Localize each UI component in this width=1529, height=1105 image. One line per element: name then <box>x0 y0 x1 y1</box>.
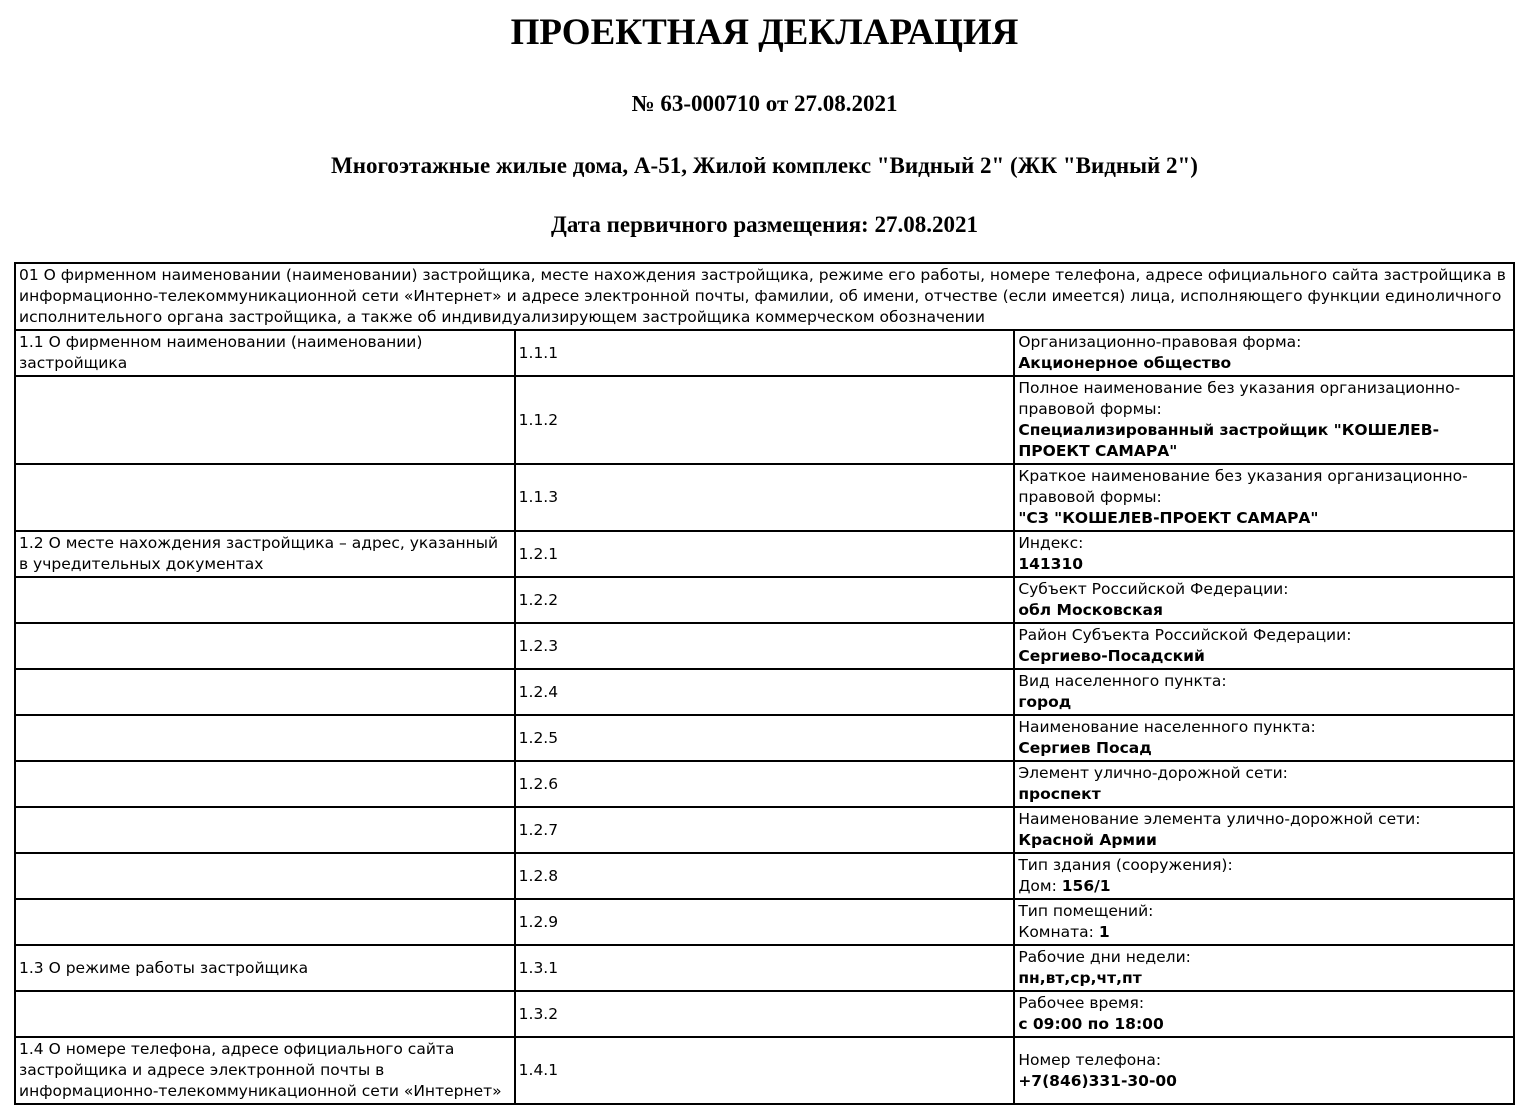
table-row <box>15 376 1514 464</box>
page-title: ПРОЕКТНАЯ ДЕКЛАРАЦИЯ <box>510 12 1019 53</box>
document-header <box>0 12 1529 238</box>
field-cell <box>1014 577 1514 623</box>
section-cell <box>15 715 515 761</box>
field-value-prefix: Комната: <box>1018 923 1099 941</box>
field-label: Индекс: <box>1018 534 1084 552</box>
field-cell <box>1014 807 1514 853</box>
section-cell <box>15 899 515 945</box>
field-value: проспект <box>1018 785 1101 803</box>
item-number-cell: 1.3.1 <box>515 945 1015 991</box>
table-row <box>15 669 1514 715</box>
item-number-cell: 1.2.7 <box>515 807 1015 853</box>
field-label: Организационно-правовая форма: <box>1018 333 1302 351</box>
field-value-line <box>1018 508 1509 529</box>
field-value-line <box>1018 738 1509 759</box>
item-number-cell: 1.2.9 <box>515 899 1015 945</box>
first-placement-date: Дата первичного размещения: 27.08.2021 <box>551 212 978 237</box>
section-cell <box>15 464 515 531</box>
table-row <box>15 899 1514 945</box>
field-label: Рабочее время: <box>1018 994 1145 1012</box>
field-label: Полное наименование без указания организационно-правовой формы: <box>1018 379 1461 418</box>
field-value-prefix: Дом: <box>1018 877 1062 895</box>
field-value: город <box>1018 693 1072 711</box>
field-cell <box>1014 376 1514 464</box>
field-cell <box>1014 531 1514 577</box>
field-value: Сергиево-Посадский <box>1018 647 1205 665</box>
item-number-cell: 1.1.1 <box>515 330 1015 376</box>
field-cell <box>1014 991 1514 1037</box>
table-row <box>15 807 1514 853</box>
field-value-line <box>1018 1071 1509 1092</box>
field-label: Наименование элемента улично-дорожной сети: <box>1018 810 1421 828</box>
field-value-line <box>1018 830 1509 851</box>
field-value: 141310 <box>1018 555 1084 573</box>
item-number-cell: 1.2.5 <box>515 715 1015 761</box>
field-cell <box>1014 853 1514 899</box>
field-value-line <box>1018 600 1509 621</box>
declaration-number: № 63-000710 от 27.08.2021 <box>631 91 898 116</box>
field-label: Номер телефона: <box>1018 1050 1162 1069</box>
section-cell: 1.2 О месте нахождения застройщика – адрес, указанный в учредительных документах <box>15 531 515 577</box>
item-number-cell: 1.2.8 <box>515 853 1015 899</box>
section-header-row <box>15 263 1514 330</box>
field-value-line <box>1018 554 1509 575</box>
section-01-header: 01 О фирменном наименовании (наименовании) застройщика, месте нахождения застройщика, режиме его работы, номере телефона, адресе официального сайта застройщика в информационно-телекоммуникационной сети «Интернет» и адресе электронной почты, фамилии, об имени, отчестве (если имеется) лица, исполняющего функции единоличного исполнительного органа застройщика, а также об индивидуализирующем застройщика коммерческом обозначении <box>15 263 1514 330</box>
table-row <box>15 577 1514 623</box>
field-cell <box>1014 669 1514 715</box>
section-cell <box>15 577 515 623</box>
field-label: Краткое наименование без указания организационно-правовой формы: <box>1018 467 1468 506</box>
field-cell <box>1014 945 1514 991</box>
field-cell <box>1014 330 1514 376</box>
field-label: Элемент улично-дорожной сети: <box>1018 764 1288 782</box>
section-cell <box>15 669 515 715</box>
field-value-line <box>1018 876 1509 897</box>
field-label: Наименование населенного пункта: <box>1018 718 1316 736</box>
table-row <box>15 330 1514 376</box>
field-label: Тип помещений: <box>1018 902 1154 920</box>
table-row <box>15 853 1514 899</box>
item-number-cell: 1.2.1 <box>515 531 1015 577</box>
declaration-table <box>14 262 1515 1105</box>
field-value-line <box>1018 922 1509 943</box>
field-value-line <box>1018 353 1509 374</box>
section-cell: 1.4 О номере телефона, адресе официального сайта застройщика и адресе электронной почты в информационно-телекоммуникационной сети «Интернет» <box>15 1037 515 1104</box>
item-number-cell: 1.4.1 <box>515 1037 1015 1104</box>
section-cell <box>15 991 515 1037</box>
table-row <box>15 1037 1514 1104</box>
field-value: "СЗ "КОШЕЛЕВ-ПРОЕКТ САМАРА" <box>1018 509 1319 527</box>
declaration-table-body <box>15 263 1514 1104</box>
field-cell <box>1014 761 1514 807</box>
project-declaration-page <box>0 12 1529 1100</box>
field-value-line <box>1018 1014 1509 1035</box>
item-number-cell: 1.1.2 <box>515 376 1015 464</box>
field-cell <box>1014 464 1514 531</box>
field-label: Рабочие дни недели: <box>1018 948 1191 966</box>
section-cell <box>15 376 515 464</box>
field-cell <box>1014 1037 1514 1104</box>
item-number-cell: 1.2.3 <box>515 623 1015 669</box>
field-value: Акционерное общество <box>1018 354 1232 372</box>
table-row <box>15 991 1514 1037</box>
field-value-line <box>1018 692 1509 713</box>
field-value: Красной Армии <box>1018 831 1157 849</box>
field-value: обл Московская <box>1018 601 1163 619</box>
field-value: 156/1 <box>1061 877 1111 895</box>
table-row <box>15 531 1514 577</box>
field-cell <box>1014 623 1514 669</box>
table-row <box>15 464 1514 531</box>
field-cell <box>1014 899 1514 945</box>
project-name: Многоэтажные жилые дома, А-51, Жилой комплекс "Видный 2" (ЖК "Видный 2") <box>331 153 1198 178</box>
field-value-line <box>1018 420 1509 462</box>
table-row <box>15 761 1514 807</box>
field-value-line <box>1018 646 1509 667</box>
field-value-line <box>1018 968 1509 989</box>
field-label: Субъект Российской Федерации: <box>1018 580 1289 598</box>
item-number-cell: 1.1.3 <box>515 464 1015 531</box>
field-value: пн,вт,ср,чт,пт <box>1018 969 1142 987</box>
item-number-cell: 1.2.6 <box>515 761 1015 807</box>
section-cell: 1.3 О режиме работы застройщика <box>15 945 515 991</box>
field-value: 1 <box>1098 923 1110 941</box>
field-label: Вид населенного пункта: <box>1018 672 1227 690</box>
table-row <box>15 715 1514 761</box>
field-value: +7(846)331-30-00 <box>1018 1071 1177 1090</box>
field-label: Район Субъекта Российской Федерации: <box>1018 626 1352 644</box>
item-number-cell: 1.2.4 <box>515 669 1015 715</box>
section-cell <box>15 761 515 807</box>
field-label: Тип здания (сооружения): <box>1018 856 1233 874</box>
field-value: Специализированный застройщик "КОШЕЛЕВ-ПРОЕКТ САМАРА" <box>1018 421 1440 460</box>
field-value: Сергиев Посад <box>1018 739 1152 757</box>
item-number-cell: 1.3.2 <box>515 991 1015 1037</box>
section-cell <box>15 623 515 669</box>
section-cell <box>15 853 515 899</box>
section-cell <box>15 807 515 853</box>
field-value-line <box>1018 784 1509 805</box>
section-cell: 1.1 О фирменном наименовании (наименовании) застройщика <box>15 330 515 376</box>
table-row <box>15 623 1514 669</box>
item-number-cell: 1.2.2 <box>515 577 1015 623</box>
table-row <box>15 945 1514 991</box>
field-cell <box>1014 715 1514 761</box>
field-value: с 09:00 по 18:00 <box>1018 1015 1164 1033</box>
